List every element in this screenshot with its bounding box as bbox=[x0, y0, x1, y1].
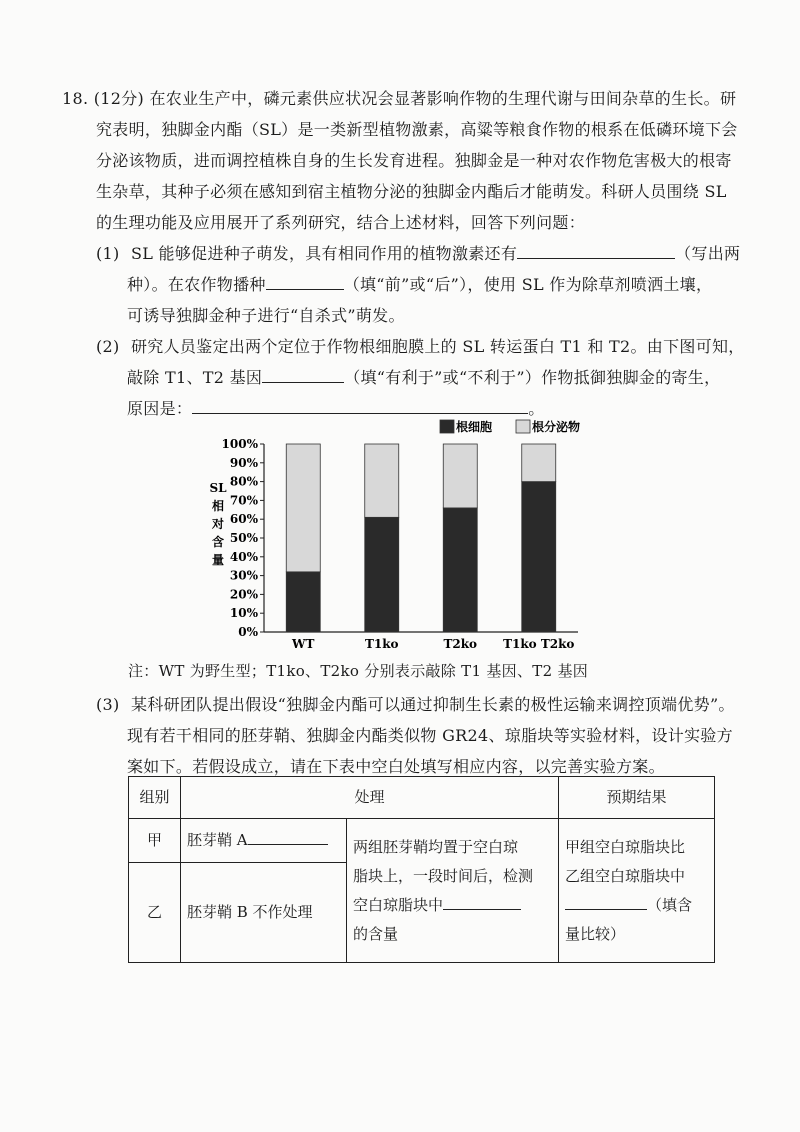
legend-swatch bbox=[516, 420, 530, 433]
part3-line2: 现有若干相同的胚芽鞘、独脚金内酯类似物 GR24、琼脂块等实验材料，设计实验方 bbox=[127, 726, 733, 745]
y-axis-label: 相 bbox=[211, 499, 225, 513]
answer-blank[interactable] bbox=[266, 275, 344, 290]
answer-blank[interactable] bbox=[517, 244, 675, 259]
y-tick-label: 40% bbox=[229, 549, 258, 564]
question-number: 18. (12分) 在农业生产中，磷元素供应状况会显著影响作物的生理代谢与田间杂草的生长。研 bbox=[62, 89, 737, 108]
header-group: 组别 bbox=[129, 777, 181, 819]
intro-line: 的生理功能及应用展开了系列研究，结合上述材料，回答下列问题： bbox=[96, 213, 586, 232]
x-tick-label: T2ko bbox=[443, 637, 478, 651]
part2-label: (2) bbox=[96, 337, 120, 356]
group-jia: 甲 bbox=[129, 819, 181, 863]
bar-root-exudate bbox=[443, 444, 477, 508]
experiment-table bbox=[128, 776, 715, 963]
y-tick-label: 100% bbox=[221, 437, 258, 451]
bar-root-exudate bbox=[365, 444, 399, 517]
intro-line: 生杂草，其种子必须在感知到宿主植物分泌的独脚金内酯后才能萌发。科研人员围绕 SL bbox=[96, 182, 727, 201]
y-tick-label: 80% bbox=[229, 474, 258, 489]
part3-line3: 案如下。若假设成立，请在下表中空白处填写相应内容，以完善实验方案。 bbox=[127, 757, 665, 776]
y-axis-label: SL bbox=[209, 481, 227, 495]
y-tick-label: 20% bbox=[229, 587, 258, 602]
group-yi: 乙 bbox=[129, 863, 181, 963]
part1-line1: (1) SL 能够促进种子萌发，具有相同作用的植物激素还有 （写出两 bbox=[96, 244, 741, 263]
y-tick-label: 30% bbox=[229, 568, 258, 583]
x-tick-label: T1ko T2ko bbox=[503, 637, 575, 651]
bar-root-cell bbox=[286, 572, 320, 632]
y-tick-label: 70% bbox=[229, 493, 258, 508]
treatment-a: 胚芽鞘 A bbox=[181, 819, 347, 863]
y-tick-label: 60% bbox=[229, 512, 258, 527]
bar-root-exudate bbox=[522, 444, 556, 482]
shared-procedure: 两组胚芽鞘均置于空白琼 脂块上，一段时间后，检测 空白琼脂块中 的含量 bbox=[347, 819, 559, 963]
expected-result: 甲组空白琼脂块比 乙组空白琼脂块中 （填含 量比较） bbox=[559, 819, 715, 963]
sl-content-chart bbox=[200, 412, 600, 652]
intro-line: 分泌该物质，进而调控植株自身的生长发育进程。独脚金是一种对农作物危害极大的根寄 bbox=[96, 151, 732, 170]
y-tick-label: 50% bbox=[229, 531, 258, 545]
y-tick-label: 10% bbox=[229, 606, 258, 621]
y-tick-label: 0% bbox=[238, 625, 258, 639]
x-tick-label: T1ko bbox=[364, 637, 399, 651]
part1-label: (1) bbox=[96, 244, 120, 263]
header-result: 预期结果 bbox=[559, 777, 715, 819]
legend-label: 根细胞 bbox=[456, 420, 493, 434]
bar-root-cell bbox=[443, 508, 477, 632]
answer-blank[interactable] bbox=[565, 895, 647, 910]
part1-line3: 可诱导独脚金种子进行“自杀式”萌发。 bbox=[127, 306, 405, 325]
bar-root-exudate bbox=[286, 444, 320, 572]
answer-blank[interactable] bbox=[443, 895, 521, 910]
treatment-b: 胚芽鞘 B 不作处理 bbox=[181, 863, 347, 963]
answer-blank[interactable] bbox=[262, 368, 344, 383]
bar-root-cell bbox=[522, 482, 556, 632]
intro-line: 究表明，独脚金内酯（SL）是一类新型植物激素，高粱等粮食作物的根系在低磷环境下会 bbox=[96, 120, 738, 139]
y-axis-label: 含 bbox=[211, 535, 225, 549]
question-points: (12分) bbox=[93, 89, 145, 108]
part3-label: (3) bbox=[96, 695, 120, 714]
intro-line: 在农业生产中，磷元素供应状况会显著影响作物的生理代谢与田间杂草的生长。研 bbox=[149, 89, 737, 108]
bar-root-cell bbox=[365, 517, 399, 632]
part2-line1: (2) 研究人员鉴定出两个定位于作物根细胞膜上的 SL 转运蛋白 T1 和 T2。由下图可知， bbox=[96, 337, 745, 356]
y-axis-label: 对 bbox=[211, 517, 225, 531]
part2-line2: 敲除 T1、T2 基因 （填“有利于”或“不利于”）作物抵御独脚金的寄生， bbox=[127, 368, 721, 387]
x-tick-label: WT bbox=[292, 637, 315, 651]
legend-label: 根分泌物 bbox=[532, 420, 581, 434]
y-axis-label: 量 bbox=[211, 553, 225, 567]
part3-line1: (3) 某科研团队提出假设“独脚金内酯可以通过抑制生长素的极性运输来调控顶端优势”。 bbox=[96, 695, 735, 714]
header-treatment: 处理 bbox=[181, 777, 559, 819]
part2-line3: 原因是： 。 bbox=[127, 399, 545, 418]
y-tick-label: 90% bbox=[229, 455, 258, 470]
chart-note: 注：WT 为野生型；T1ko、T2ko 分别表示敲除 T1 基因、T2 基因 bbox=[128, 662, 589, 680]
legend-swatch bbox=[440, 420, 454, 433]
answer-blank[interactable] bbox=[248, 830, 328, 845]
part1-line2: 种）。在农作物播种 （填“前”或“后”），使用 SL 作为除草剂喷洒土壤， bbox=[127, 275, 713, 294]
